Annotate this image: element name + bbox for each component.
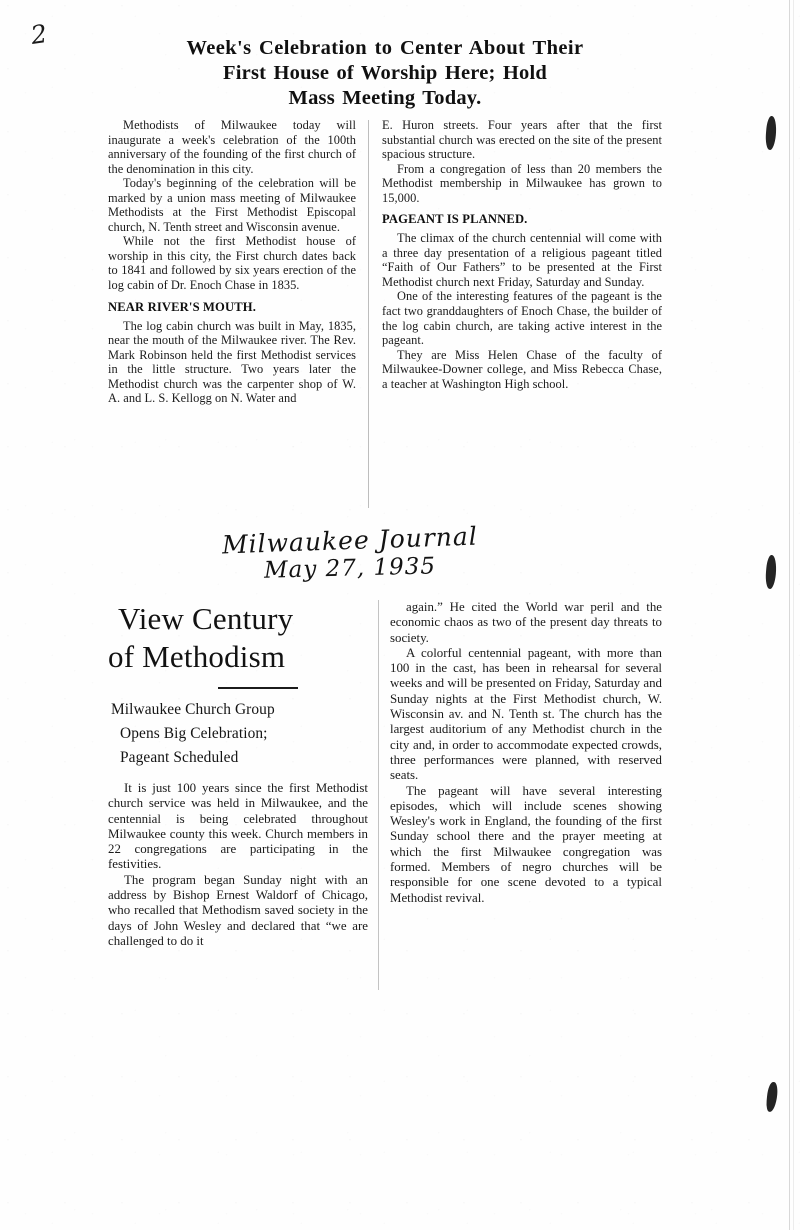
- paragraph: While not the first Methodist house of worship in this city, the First church dates back to 1841 and followed by six years erection of the log cabin of Dr. Enoch Chase in 1835.: [108, 234, 356, 293]
- clipping1-headline-line2: First House of Worship Here; Hold: [223, 62, 547, 84]
- clipping2-right-column: [378, 600, 662, 949]
- handwritten-date: May 27, 1935: [263, 553, 437, 585]
- paragraph: The program began Sunday night with an address by Bishop Ernest Waldorf of Chicago, who recalled that Methodism saved society in the days of John Wesley and declared that “we are challenged to do it: [108, 872, 368, 948]
- paragraph: E. Huron streets. Four years after that the first substantial church was erected on the site of the present spacious structure.: [382, 118, 662, 162]
- paragraph: The pageant will have several interesting episodes, which will include scenes showing Wesley's work in England, the founding of the first Sunday school there and the prayer meeting at which the first Milwaukee congregation was formed. Members of negro churches will be responsible for one scene devoted to a typical Methodist revival.: [390, 783, 662, 905]
- clipping1-headline-line1: Week's Celebration to Center About Their: [186, 37, 584, 59]
- headline-rule: [218, 687, 298, 689]
- paragraph: It is just 100 years since the first Methodist church service was held in Milwaukee, and the centennial is being celebrated throughout Milwaukee county this week. Church members in 22 congregations are participating in the festivities.: [108, 781, 368, 872]
- handwritten-publication: Milwaukee Journal: [221, 521, 479, 560]
- handwritten-source-note: [221, 521, 479, 585]
- paragraph: The log cabin church was built in May, 1835, near the mouth of the Milwaukee river. The Rev. Mark Robinson held the first Methodist services in the little structure. Two years later the Methodist church was the carpenter shop of W. A. and L. S. Kellogg on N. Water and: [108, 318, 356, 406]
- handwritten-page-number: 2: [29, 19, 49, 50]
- clipping2-deck-line2: Opens Big Celebration;: [120, 725, 268, 742]
- newspaper-clipping-second: [108, 600, 662, 949]
- paragraph: One of the interesting features of the pageant is the fact two granddaughters of Enoch Chase, the builder of the log cabin church, are taking active interest in the pageant.: [382, 289, 662, 348]
- paragraph: The climax of the church centennial will come with a three day presentation of a religious pageant titled “Faith of Our Fathers” to be presented at the First Methodist church next Friday, Saturday and Sunday.: [382, 231, 662, 289]
- scan-edge-line-outer: [793, 0, 794, 1230]
- paragraph: A colorful centennial pageant, with more than 100 in the cast, has been in rehearsal for several weeks and will be presented on Friday, Saturday and Sunday nights at the First Methodist church, W. Wisconsin av. and N. Tenth st. The church has the largest auditorium of any Methodist church in the city and, in order to accommodate expected crowds, three performances were planned, with reserved seats.: [390, 645, 662, 783]
- ink-mark-middle: [765, 555, 778, 590]
- paragraph: They are Miss Helen Chase of the faculty of Milwaukee-Downer college, and Miss Rebecca Chase, a teacher at Washington High school.: [382, 347, 662, 391]
- clipping2-columns: [108, 600, 662, 949]
- ink-mark-top: [765, 116, 778, 151]
- clipping1-columns: [108, 118, 662, 406]
- clipping2-headline-line1: View Century: [118, 601, 294, 636]
- paragraph: Methodists of Milwaukee today will inaugurate a week's celebration of the 100th anniversary of the founding of the first church of the denomination in this city.: [108, 118, 356, 176]
- clipping2-deck-line3: Pageant Scheduled: [120, 749, 239, 766]
- clipping1-right-subhead: PAGEANT IS PLANNED.: [382, 212, 528, 227]
- clipping1-left-column: [108, 118, 368, 406]
- paragraph: From a congregation of less than 20 members the Methodist membership in Milwaukee has grown to 15,000.: [382, 161, 662, 205]
- paragraph: Today's beginning of the celebration will be marked by a union mass meeting of Milwaukee Methodists at the First Methodist Episcopal church, N. Tenth street and Wisconsin avenue.: [108, 176, 356, 234]
- clipping1-right-column: [368, 118, 662, 406]
- clipping1-headline: [108, 36, 662, 111]
- clipping2-deck-line1: Milwaukee Church Group: [111, 701, 275, 718]
- newspaper-clipping-first: [108, 36, 662, 406]
- clipping2-deck: [108, 698, 368, 770]
- clipping1-headline-line3: Mass Meeting Today.: [288, 87, 482, 109]
- column-divider-rule: [368, 120, 369, 508]
- column-divider-rule: [378, 600, 379, 990]
- clipping2-headline: [108, 600, 368, 676]
- scan-edge-line: [789, 0, 790, 1230]
- clipping2-left-column: [108, 600, 378, 949]
- clipping1-left-subhead: NEAR RIVER'S MOUTH.: [108, 299, 257, 314]
- paragraph: again.” He cited the World war peril and the economic chaos as two of the present day threats to society.: [390, 600, 662, 645]
- clipping2-headline-line2: of Methodism: [108, 639, 286, 674]
- ink-mark-bottom: [766, 1082, 779, 1113]
